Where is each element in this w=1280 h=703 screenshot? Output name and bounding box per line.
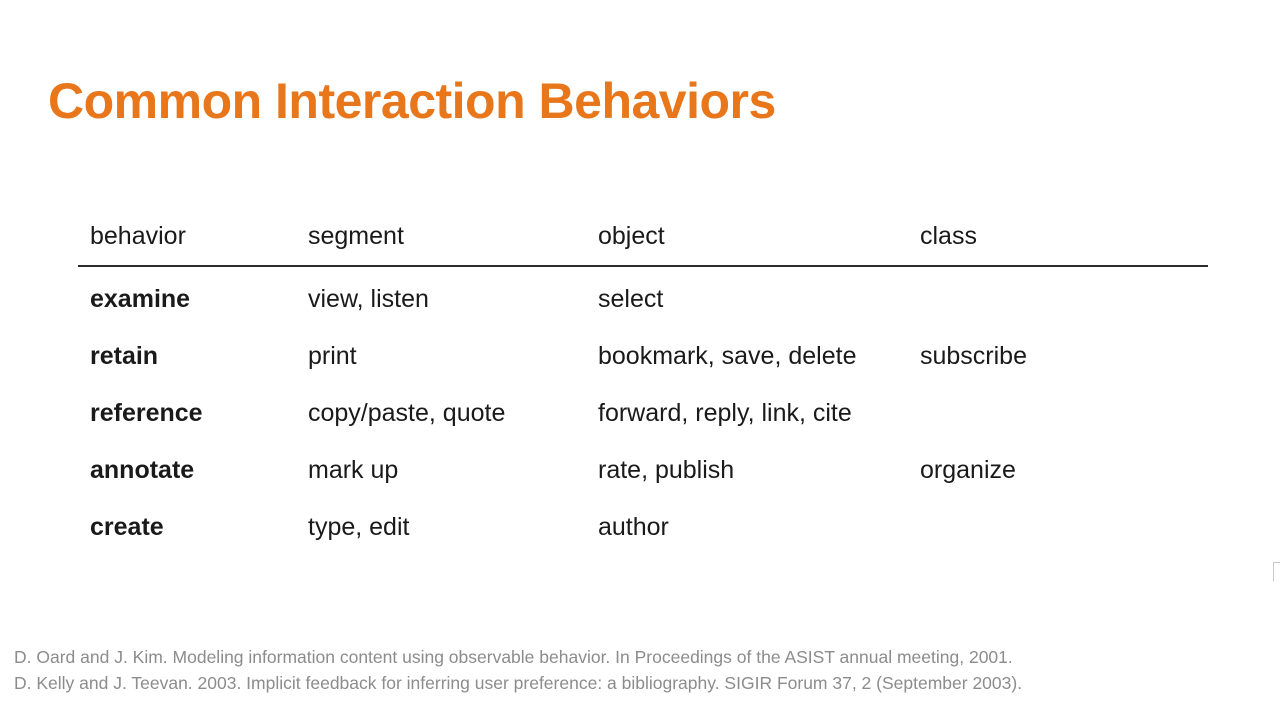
- cell-segment: type, edit: [308, 513, 410, 541]
- cell-behavior: annotate: [90, 456, 195, 484]
- column-header-object: object: [586, 222, 908, 266]
- cell-object: rate, publish: [598, 456, 735, 484]
- table-header: [78, 222, 1208, 266]
- cell-segment: mark up: [308, 456, 399, 484]
- table-row: [78, 499, 1208, 556]
- table-body: [78, 266, 1208, 556]
- cell-object: select: [598, 285, 664, 313]
- column-header-class: class: [908, 222, 1208, 266]
- cell-segment: view, listen: [308, 285, 429, 313]
- footnote-citation-2: D. Kelly and J. Teevan. 2003. Implicit feedback for inferring user preference: a bibliography. SIGIR Forum 37, 2 (September 2003).: [14, 673, 1023, 693]
- column-header-behavior: behavior: [78, 222, 296, 266]
- table-row: [78, 385, 1208, 442]
- footnotes: [14, 644, 1270, 696]
- footnote-citation-1: D. Oard and J. Kim. Modeling information content using observable behavior. In Proceedings of the ASIST annual meeting, 2001.: [14, 647, 1013, 667]
- cell-behavior: create: [90, 513, 164, 541]
- behaviors-table-container: [78, 222, 1208, 556]
- table-row: [78, 266, 1208, 328]
- behaviors-table: [78, 222, 1208, 556]
- cell-object: author: [598, 513, 669, 541]
- table-row: [78, 328, 1208, 385]
- cell-class: [908, 266, 1208, 328]
- table-header-row: [78, 222, 1208, 266]
- cell-segment: print: [308, 342, 357, 370]
- cell-class: [908, 385, 1208, 442]
- cell-behavior: retain: [90, 342, 159, 370]
- page-title: Common Interaction Behaviors: [48, 73, 776, 129]
- cell-class: subscribe: [920, 342, 1027, 370]
- cell-class: organize: [920, 456, 1016, 484]
- scroll-indicator: [1273, 562, 1280, 582]
- cell-segment: copy/paste, quote: [308, 399, 506, 427]
- cell-class: [908, 499, 1208, 556]
- cell-behavior: reference: [90, 399, 203, 427]
- cell-object: bookmark, save, delete: [598, 342, 857, 370]
- cell-behavior: examine: [90, 285, 191, 313]
- cell-object: forward, reply, link, cite: [598, 399, 852, 427]
- column-header-segment: segment: [296, 222, 586, 266]
- table-row: [78, 442, 1208, 499]
